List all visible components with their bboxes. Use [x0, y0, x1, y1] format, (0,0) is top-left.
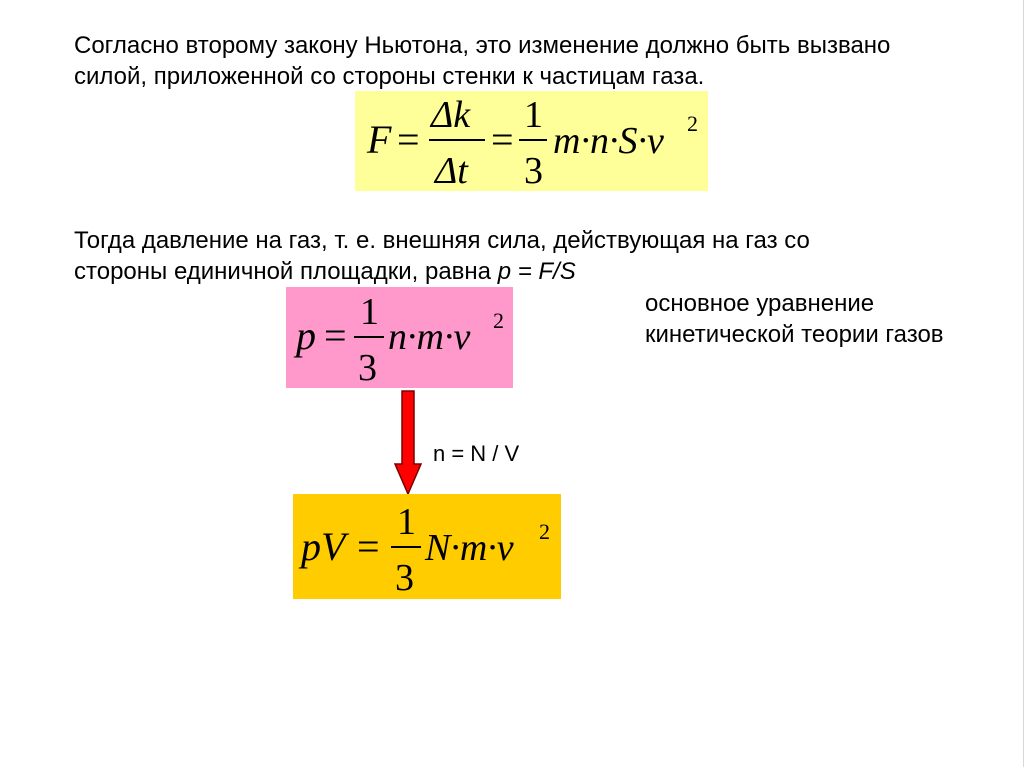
intro-text: [74, 30, 974, 92]
formula3-denominator: 3: [395, 557, 414, 599]
formula2-rhs: n·m·v: [388, 316, 471, 358]
gas-equation-box: [293, 494, 561, 599]
formula3-eq: =: [357, 524, 380, 569]
kinetic-equation-formula: [286, 287, 513, 388]
down-arrow-icon: [394, 390, 422, 496]
arrow-shape: [395, 391, 421, 494]
formula2-eq: =: [324, 313, 347, 358]
pressure-line-2: [74, 256, 974, 287]
formula1-denominator-2: 3: [524, 150, 543, 191]
formula1-eq-1: =: [397, 117, 420, 162]
pressure-definition: p = F/S: [497, 258, 576, 285]
pressure-line-2-text: стороны единичной площадки, равна: [74, 258, 498, 285]
formula2-numerator: 1: [360, 291, 379, 333]
formula2-exponent: 2: [493, 308, 504, 333]
formula2-lhs: p: [296, 313, 316, 358]
pressure-text: [74, 225, 974, 287]
formula1-exponent: 2: [687, 111, 698, 136]
formula1-numerator-1: Δk: [431, 94, 471, 136]
formula1-lhs: F: [367, 117, 392, 162]
formula1-denominator-1: Δt: [435, 150, 468, 191]
formula3-rhs: N·m·v: [425, 527, 514, 569]
formula3-lhs: pV: [301, 524, 346, 569]
intro-line-1: Согласно второму закону Ньютона, это изменение должно быть вызвано: [74, 32, 891, 59]
newton-force-formula-box: [355, 91, 708, 191]
equation-caption: [645, 288, 985, 350]
intro-line-2: силой, приложенной со стороны стенки к частицам газа.: [74, 63, 705, 90]
formula1-rhs: m·n·S·v: [553, 120, 664, 162]
kinetic-equation-box: [286, 287, 513, 388]
gas-equation-formula: [293, 494, 561, 599]
formula1-numerator-2: 1: [524, 94, 543, 136]
formula2-denominator: 3: [358, 347, 377, 388]
formula3-numerator: 1: [397, 501, 416, 543]
pressure-line-1: Тогда давление на газ, т. е. внешняя сила, действующая на газ со: [74, 227, 810, 254]
formula3-exponent: 2: [539, 519, 550, 544]
substitution-label: n = N / V: [433, 441, 520, 466]
caption-line-1: основное уравнение: [645, 290, 875, 317]
newton-force-formula: [355, 91, 708, 191]
caption-line-2: кинетической теории газов: [645, 321, 944, 348]
formula1-eq-2: =: [491, 117, 514, 162]
